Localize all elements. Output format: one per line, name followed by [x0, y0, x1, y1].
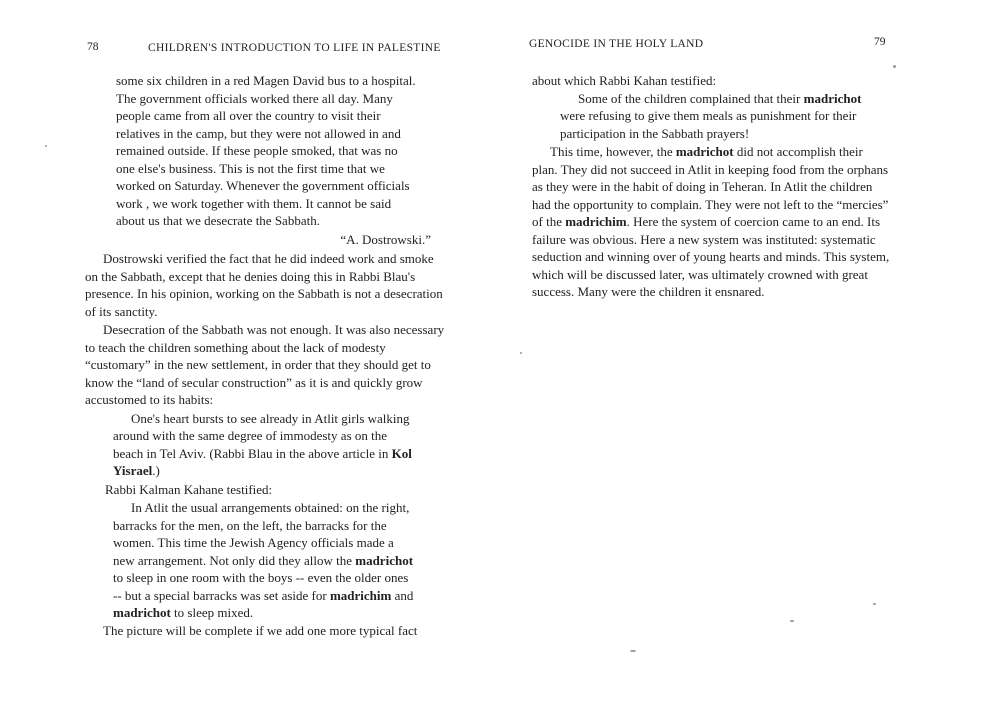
left-page [0, 0, 492, 708]
right-page [492, 0, 985, 708]
paragraph: Desecration of the Sabbath was not enough. It was also necessary to teach the children something about the lack of modesty “customary” in the new settlement, in order that they should get to know the “land of secular construction” as it is and quickly grow accustomed to its habits: [85, 322, 445, 407]
running-header: CHILDREN'S INTRODUCTION TO LIFE IN PALESTINE [148, 42, 441, 54]
paragraph: Rabbi Kalman Kahane testified: [105, 481, 273, 497]
page-number: 78 [87, 41, 99, 53]
bold-term: madrichot [113, 605, 171, 620]
running-header: GENOCIDE IN THE HOLY LAND [529, 38, 704, 50]
bold-term: Kol Yisrael [113, 445, 412, 478]
bold-term: madrichot [803, 90, 862, 106]
scan-speck [520, 352, 522, 354]
paragraph: The picture will be complete if we add one more typical fact [103, 622, 418, 638]
scan-speck [790, 620, 794, 622]
page-number: 79 [874, 36, 886, 48]
quote-block: Some of the children complained that their madrichot were refusing to give them meals as punishment for their participation in the Sabbath prayers! [560, 90, 862, 141]
bold-term: madrichim [329, 587, 392, 603]
scan-speck [630, 650, 636, 652]
quote-block: One's heart bursts to see already in Atlit girls walking around with the same degree of immodesty as on the beach in Tel Aviv. (Rabbi Blau in the above article in Kol Yisrael.) [113, 410, 412, 478]
paragraph: This time, however, the madrichot did not accomplish their plan. They did not succeed in Atlit in keeping food from the orphans as they were in the habit of doing in Teheran. In Atlit the children had the opportunity to complain. They were not left to the “mercies” of the madrichim. Here the system of coercion came to an end. Its failure was obvious. Here a new system was instituted: systematic seduction and winning over of young hearts and minds. This system, which will be discussed later, was ultimately crowned with great success. Many were the children it ensnared. [532, 144, 890, 299]
right-body [532, 72, 890, 301]
quote-block: In Atlit the usual arrangements obtained: on the right, barracks for the men, on the left, the barracks for the women. This time the Jewish Agency officials made a new arrangement. Not only did they allow the madrichot to sleep in one room with the boys -- even the older ones -- but a special barracks was set aside for madrichim and madrichot to sleep mixed. [113, 500, 414, 620]
quote-block: some six children in a red Magen David bus to a hospital. The government officials worked there all day. Many people came from all over the country to visit their relatives in the camp, but they were not allowed in and remained outside. If these people smoked, that was no one else's business. This is not the first time that we worked on Saturday. Whenever the government officials work , we work together with them. It cannot be said about us that we desecrate the Sabbath. [116, 73, 416, 228]
paragraph: about which Rabbi Kahan testified: [532, 73, 717, 88]
scan-speck [893, 65, 896, 68]
left-body [85, 72, 445, 639]
bold-term: madrichim [565, 214, 627, 229]
bold-term: madrichot [675, 144, 734, 159]
scan-speck [873, 603, 876, 605]
paragraph: Dostrowski verified the fact that he did indeed work and smoke on the Sabbath, except that he denies doing this in Rabbi Blau's presence. In his opinion, working on the Sabbath is not a desecration of its sanctity. [85, 251, 443, 319]
signature: “A. Dostrowski.” [340, 231, 431, 247]
scan-speck [45, 145, 47, 147]
bold-term: madrichot [355, 552, 414, 568]
